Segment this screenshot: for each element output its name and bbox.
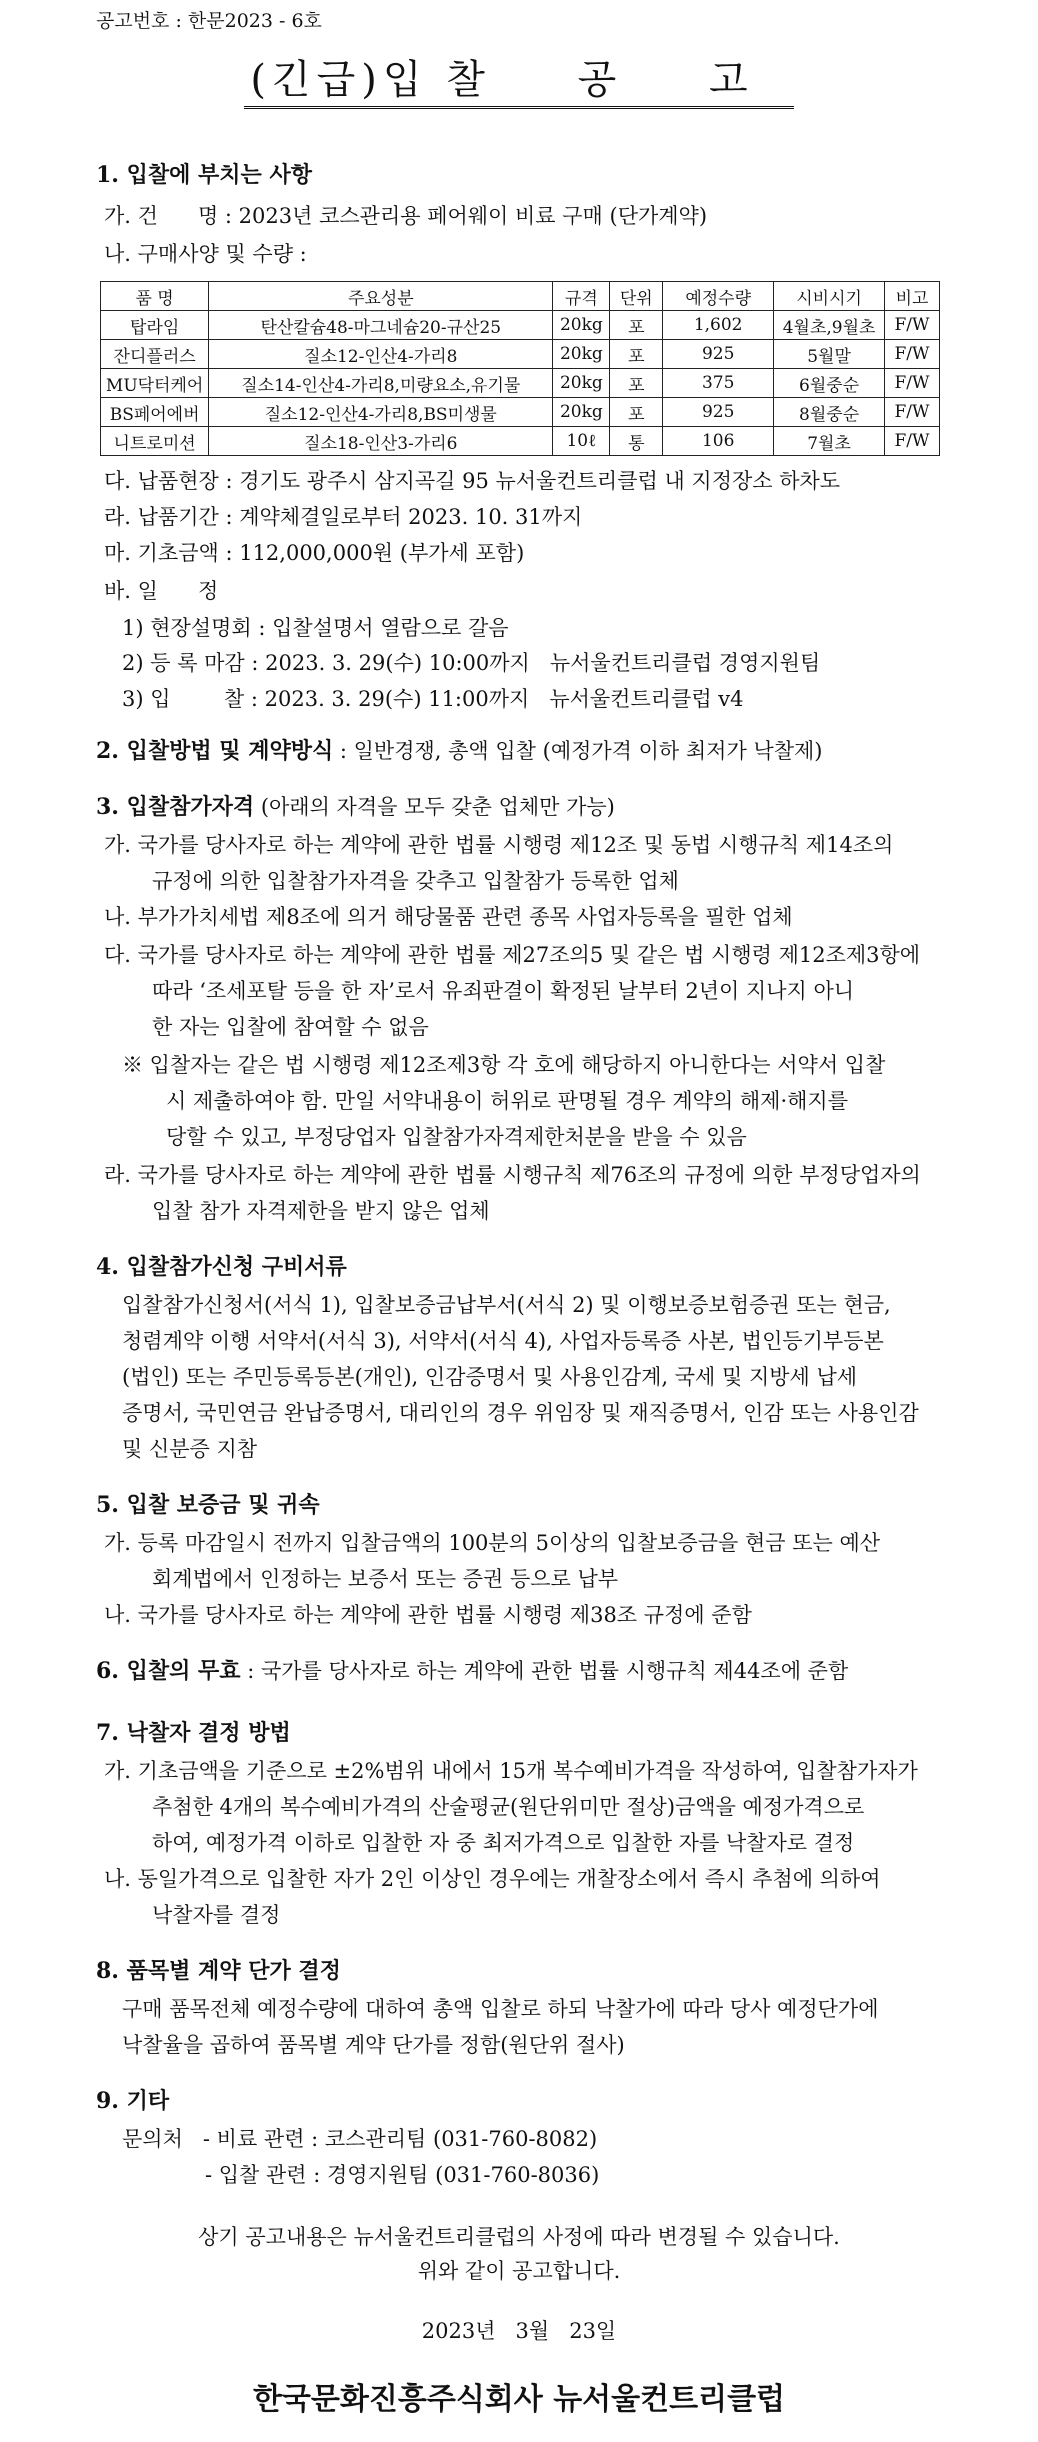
col-header: 품 명: [101, 282, 209, 311]
contact-fertilizer: 문의처 - 비료 관련 : 코스관리팀 (031-760-8082): [122, 2127, 598, 2151]
table-cell: 10ℓ: [553, 427, 610, 456]
title-block: [0, 56, 1038, 109]
list-item: 낙찰자를 결정: [152, 1903, 281, 1927]
section-2: [96, 736, 978, 766]
list-item: 입찰 참가 자격제한을 받지 않은 업체: [152, 1199, 490, 1223]
table-cell: 106: [663, 427, 774, 456]
closing-statement: 위와 같이 공고합니다.: [417, 2259, 621, 2283]
section-4-heading: 4. 입찰참가신청 구비서류: [96, 1254, 347, 1280]
section-6-heading: 6. 입찰의 무효: [96, 1658, 241, 1684]
list-item: 하여, 예정가격 이하로 입찰한 자 중 최저가격으로 입찰한 자를 낙찰자로 결정: [152, 1831, 855, 1855]
table-cell: 탑라임: [101, 311, 209, 340]
table-cell: 20kg: [553, 311, 610, 340]
spec-table: [100, 281, 940, 456]
table-cell: 375: [663, 369, 774, 398]
title-rest: 찰 공 고: [446, 57, 788, 103]
table-cell: F/W: [885, 398, 940, 427]
base-amount: 마. 기초금액 : 112,000,000원 (부가세 포함): [104, 541, 525, 565]
table-cell: 포: [610, 340, 663, 369]
table-cell: F/W: [885, 369, 940, 398]
table-cell: 8월중순: [774, 398, 885, 427]
table-cell: 5월말: [774, 340, 885, 369]
list-item: 증명서, 국민연금 완납증명서, 대리인의 경우 위임장 및 재직증명서, 인감 또는 사용인감: [122, 1401, 919, 1425]
list-item: 나. 동일가격으로 입찰한 자가 2인 이상인 경우에는 개찰장소에서 즉시 추첨에 의하여: [104, 1867, 881, 1891]
item-name: 가. 건 명 : 2023년 코스관리용 페어웨이 비료 구매 (단가계약): [104, 204, 708, 228]
col-header: 예정수량: [663, 282, 774, 311]
table-row: [101, 398, 940, 427]
section-6: [96, 1656, 978, 1686]
spec-label: 나. 구매사양 및 수량 :: [104, 242, 307, 266]
table-cell: 925: [663, 340, 774, 369]
list-item: 가. 국가를 당사자로 하는 계약에 관한 법률 시행령 제12조 및 동법 시행규칙 제14조의: [104, 833, 894, 857]
table-cell: F/W: [885, 311, 940, 340]
notice-date: 2023년 3월 23일: [421, 2319, 617, 2343]
table-cell: 포: [610, 398, 663, 427]
table-cell: 20kg: [553, 398, 610, 427]
list-item: 입찰참가신청서(서식 1), 입찰보증금납부서(서식 2) 및 이행보증보험증권 또는 현금,: [122, 1293, 891, 1317]
table-row: [101, 340, 940, 369]
table-cell: 6월중순: [774, 369, 885, 398]
table-cell: F/W: [885, 427, 940, 456]
delivery-site: 다. 납품현장 : 경기도 광주시 삼지곡길 95 뉴서울컨트리클럽 내 지정장소 하차도: [104, 469, 841, 493]
list-item: 나. 부가가치세법 제8조에 의거 해당물품 관련 종목 사업자등록을 필한 업체: [104, 905, 793, 929]
table-cell: 20kg: [553, 340, 610, 369]
table-cell: 질소18-인산3-가리6: [209, 427, 553, 456]
page-title: [244, 56, 793, 109]
title-prefix: (긴급)입: [250, 57, 428, 103]
table-cell: 질소12-인산4-가리8: [209, 340, 553, 369]
table-row: [101, 369, 940, 398]
table-row: [101, 311, 940, 340]
contact-bid: - 입찰 관련 : 경영지원팀 (031-760-8036): [205, 2163, 600, 2187]
schedule-item-2: 2) 등 록 마감 : 2023. 3. 29(수) 10:00까지 뉴서울컨트리클럽 경영지원팀: [122, 651, 821, 675]
delivery-period: 라. 납품기간 : 계약체결일로부터 2023. 10. 31까지: [104, 505, 583, 529]
table-cell: 20kg: [553, 369, 610, 398]
schedule-item-3: 3) 입 찰 : 2023. 3. 29(수) 11:00까지 뉴서울컨트리클럽 v4: [122, 687, 744, 711]
table-cell: 탄산칼슘48-마그네슘20-규산25: [209, 311, 553, 340]
table-cell: 7월초: [774, 427, 885, 456]
table-cell: 포: [610, 311, 663, 340]
list-item: 나. 국가를 당사자로 하는 계약에 관한 법률 시행령 제38조 규정에 준함: [104, 1603, 752, 1627]
list-item: 당할 수 있고, 부정당업자 입찰참가자격제한처분을 받을 수 있음: [166, 1125, 747, 1149]
list-item: 추첨한 4개의 복수예비가격의 산술평균(원단위미만 절상)금액을 예정가격으로: [152, 1795, 865, 1819]
list-item: 구매 품목전체 예정수량에 대하여 총액 입찰로 하되 낙찰가에 따라 당사 예정단가에: [122, 1997, 879, 2021]
section-7-heading: 7. 낙찰자 결정 방법: [96, 1720, 291, 1746]
section-5-heading: 5. 입찰 보증금 및 귀속: [96, 1492, 320, 1518]
list-item: 및 신분증 지참: [122, 1437, 258, 1461]
list-item: 규정에 의한 입찰참가자격을 갖추고 입찰참가 등록한 업체: [152, 869, 679, 893]
table-cell: 925: [663, 398, 774, 427]
table-header-row: [101, 282, 940, 311]
list-item: 다. 국가를 당사자로 하는 계약에 관한 법률 제27조의5 및 같은 법 시행령 제12조제3항에: [104, 943, 921, 967]
table-cell: MU닥터케어: [101, 369, 209, 398]
schedule-label: 바. 일 정: [104, 579, 219, 603]
section-2-heading: 2. 입찰방법 및 계약방식: [96, 738, 334, 764]
section-9-heading: 9. 기타: [96, 2088, 170, 2114]
list-item: 따라 ‘조세포탈 등을 한 자’로서 유죄판결이 확정된 날부터 2년이 지나지 아니: [152, 979, 855, 1003]
change-notice: 상기 공고내용은 뉴서울컨트리클럽의 사정에 따라 변경될 수 있습니다.: [198, 2225, 840, 2249]
col-header: 규격: [553, 282, 610, 311]
list-item: ※ 입찰자는 같은 법 시행령 제12조제3항 각 호에 해당하지 아니한다는 서약서 입찰: [122, 1053, 886, 1077]
table-cell: 1,602: [663, 311, 774, 340]
section-8-heading: 8. 품목별 계약 단가 결정: [96, 1958, 341, 1984]
table-cell: 통: [610, 427, 663, 456]
notice-number: 공고번호 : 한문2023 - 6호: [96, 10, 322, 32]
list-item: 낙찰율을 곱하여 품목별 계약 단가를 정함(원단위 절사): [122, 2033, 625, 2057]
list-item: 라. 국가를 당사자로 하는 계약에 관한 법률 시행규칙 제76조의 규정에 의한 부정당업자의: [104, 1163, 921, 1187]
section-3-note: (아래의 자격을 모두 갖춘 업체만 가능): [254, 795, 615, 819]
section-3-heading: 3. 입찰참가자격: [96, 794, 255, 820]
list-item: 청렴계약 이행 서약서(서식 3), 서약서(서식 4), 사업자등록증 사본, 법인등기부등본: [122, 1329, 884, 1353]
list-item: 한 자는 입찰에 참여할 수 없음: [152, 1015, 429, 1039]
section-3: [96, 792, 978, 822]
organization-name: 한국문화진흥주식회사 뉴서울컨트리클럽: [252, 2382, 786, 2417]
table-cell: 잔디플러스: [101, 340, 209, 369]
col-header: 비고: [885, 282, 940, 311]
col-header: 단위: [610, 282, 663, 311]
table-cell: 4월초,9월초: [774, 311, 885, 340]
schedule-item-1: 1) 현장설명회 : 입찰설명서 열람으로 갈음: [122, 616, 509, 640]
list-item: 가. 등록 마감일시 전까지 입찰금액의 100분의 5이상의 입찰보증금을 현금 또는 예산: [104, 1531, 881, 1555]
col-header: 주요성분: [209, 282, 553, 311]
table-cell: BS페어에버: [101, 398, 209, 427]
table-cell: 니트로미션: [101, 427, 209, 456]
table-cell: 질소12-인산4-가리8,BS미생물: [209, 398, 553, 427]
table-row: [101, 427, 940, 456]
list-item: 시 제출하여야 함. 만일 서약내용이 허위로 판명될 경우 계약의 해제·해지를: [166, 1089, 849, 1113]
col-header: 시비시기: [774, 282, 885, 311]
list-item: 가. 기초금액을 기준으로 ±2%범위 내에서 15개 복수예비가격을 작성하여, 입찰참가자가: [104, 1759, 918, 1783]
section-6-text: : 국가를 당사자로 하는 계약에 관한 법률 시행규칙 제44조에 준함: [240, 1659, 849, 1683]
table-cell: 포: [610, 369, 663, 398]
list-item: 회계법에서 인정하는 보증서 또는 증권 등으로 납부: [152, 1567, 619, 1591]
list-item: (법인) 또는 주민등록등본(개인), 인감증명서 및 사용인감계, 국세 및 지방세 납세: [122, 1365, 858, 1389]
section-2-text: : 일반경쟁, 총액 입찰 (예정가격 이하 최저가 낙찰제): [333, 739, 823, 763]
table-cell: F/W: [885, 340, 940, 369]
section-1-heading: 1. 입찰에 부치는 사항: [96, 162, 312, 188]
table-cell: 질소14-인산4-가리8,미량요소,유기물: [209, 369, 553, 398]
